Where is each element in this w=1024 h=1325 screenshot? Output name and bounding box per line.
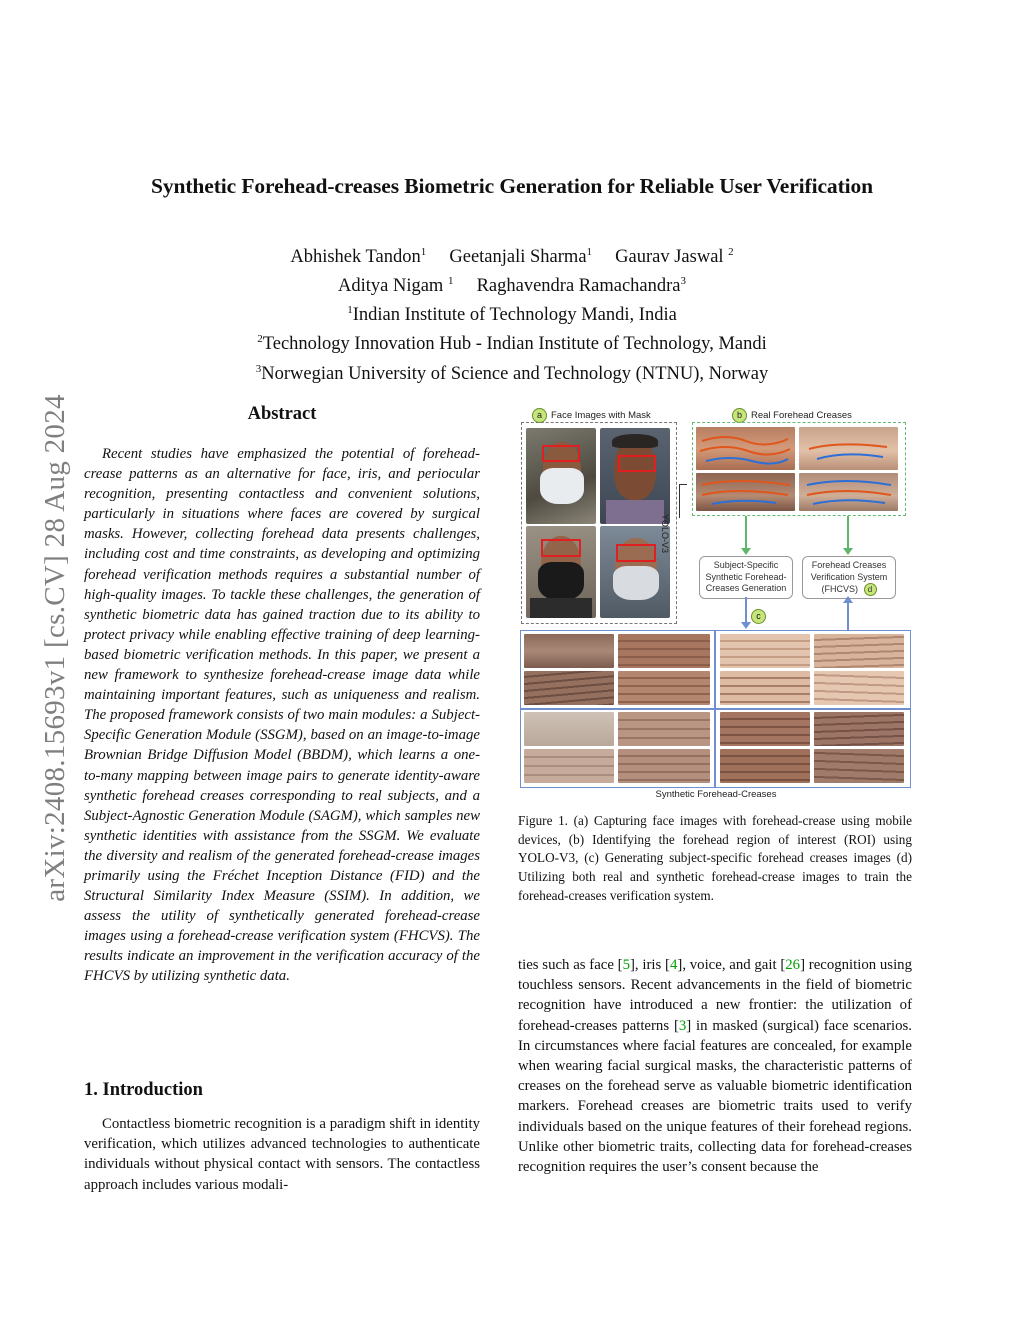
citation-4[interactable]: 4 <box>669 957 678 973</box>
synthetic-tile <box>720 671 810 705</box>
arrow-head-ssgm-down <box>741 622 751 629</box>
arxiv-watermark: arXiv:2408.15693v1 [cs.CV] 28 Aug 2024 <box>39 394 71 902</box>
intro-heading: 1. Introduction <box>84 1080 203 1100</box>
synthetic-tile <box>720 634 810 668</box>
intro-column-2: ties such as face [5], iris [4], voice, and gait [26] recognition using touchless sensors. Recent advancements in the field of biometric recognition have introduced a new frontier: the utilization of forehead-creases patterns [3] in masked (surgical) face scenarios. In circumstances where facial features are concealed, for example when wearing facial surgical masks, the characteristic patterns of creases on the forehead serve as valuable biometric identification markers. Forehead creases are biometric traits used to verify individuals based on the unique features of their forehead regions. Unlike other biometric traits, collecting data for forehead-creases recognition requires the user’s consent because the <box>518 957 912 1176</box>
author-line-2: Aditya Nigam $^1$ Raghavendra Ramachandra$^3$ <box>338 275 686 297</box>
abstract-text: Recent studies have emphasized the potential of forehead-crease patterns as an alternative for face, iris, and periocular recognition, presenting contactless and convenient solutions, particularly in situations where faces are covered by surgical masks. However, collecting forehead data presents challenges, including cost and time constraints, as developing and optimizing forehead verification methods requires a substantial number of high-quality images. To tackle these challenges, the generation of synthetic biometric data has gained traction due to its ability to protect privacy while enabling effective training of deep learning-based biometric verification methods. In this paper, we present a new framework to synthesize forehead-crease image data while maintaining important features, such as uniqueness and realism. The proposed framework consists of two main modules: a Subject-Specific Generation Module (SSGM), based on an image-to-image Brownian Bridge Diffusion Model (BBDM), which learns a one-to-many mapping between image pairs to generate identity-aware synthetic forehead creases corresponding to real subjects, and a Subject-Agnostic Generation Module (SAGM), which samples new synthetic identities with assistance from the SSGM. We evaluate the diversity and realism of the generated forehead-crease images primarily using the Fréchet Inception Distance (FID) and the Structural Similarity Index Measure (SSIM). In addition, we assess the utility of synthetically generated forehead-crease images using a forehead-crease verification system (FHCVS). The results indicate an improvement in the verification accuracy of the FHCVS by utilizing synthetic data. <box>84 446 480 985</box>
real-crease-lines-1 <box>696 427 795 470</box>
arrow-to-fhcvs <box>847 516 849 550</box>
synthetic-tile <box>814 671 904 705</box>
synthetic-divider-h <box>520 708 911 710</box>
synthetic-tile <box>814 712 904 746</box>
label-a-badge: a <box>532 408 547 423</box>
synthetic-tile <box>720 712 810 746</box>
yolo-label: YOLO-V3 <box>660 514 670 554</box>
real-crease-lines-4 <box>799 473 898 511</box>
synthetic-tile <box>814 749 904 783</box>
face-photo-3 <box>526 526 596 618</box>
synthetic-tile <box>720 749 810 783</box>
figure-1 <box>518 404 914 804</box>
author-line-1: Abhishek Tandon$^1$ Geetanjali Sharma$^1$ Gaurav Jaswal $^2$ <box>290 246 734 268</box>
synthetic-label: Synthetic Forehead-Creases <box>655 789 777 800</box>
panel-a-title: a Face Images with Mask <box>532 408 651 423</box>
real-crease-lines-3 <box>696 473 795 511</box>
affiliation-1: $^1$Indian Institute of Technology Mandi, India <box>347 304 677 326</box>
intro-paragraph-1: Contactless biometric recognition is a paradigm shift in identity verification, which utilizes advanced technologies to authenticate individuals without physical contact with sensors. The contactless approach includes various modali- <box>84 1116 480 1193</box>
real-forehead-4 <box>799 473 898 511</box>
arrow-ssgm-down <box>745 597 747 623</box>
synthetic-tile <box>524 749 614 783</box>
face-photo-1 <box>526 428 596 524</box>
synthetic-tile <box>618 712 710 746</box>
real-crease-lines-2 <box>799 427 898 470</box>
author-block <box>150 240 874 386</box>
citation-5[interactable]: 5 <box>622 957 630 973</box>
arrow-head-ssgm <box>741 548 751 555</box>
label-d-badge: d <box>864 583 877 596</box>
synthetic-tile <box>524 634 614 668</box>
label-b-badge: b <box>732 408 747 423</box>
fhcvs-box: Forehead Creases Verification System (FHCVS) d <box>802 556 896 599</box>
synthetic-tile <box>618 634 710 668</box>
citation-26[interactable]: 26 <box>785 957 801 973</box>
abstract-heading: Abstract <box>247 404 317 424</box>
panel-b-title: b Real Forehead Creases <box>732 408 852 423</box>
figure-caption: Figure 1. (a) Capturing face images with forehead-crease using mobile devices, (b) Identifying the forehead region of interest (ROI) using YOLO-V3, (c) Generating subject-specific forehead creases images (d) Utilizing both real and synthetic forehead-crease images to train the forehead-creases verification system. <box>518 813 912 903</box>
synthetic-tile <box>814 634 904 668</box>
arrow-head-fhcvs-up <box>843 596 853 603</box>
ssgm-box: Subject-Specific Synthetic Forehead- Creases Generation <box>699 556 793 599</box>
face-photo-2 <box>600 428 670 524</box>
real-forehead-1 <box>696 427 795 470</box>
yolo-connector <box>679 484 680 518</box>
synthetic-tile <box>618 671 710 705</box>
yolo-tick <box>679 484 687 485</box>
synthetic-tile <box>524 712 614 746</box>
synthetic-tile <box>618 749 710 783</box>
synthetic-tile <box>524 671 614 705</box>
arrow-to-ssgm <box>745 516 747 550</box>
real-forehead-2 <box>799 427 898 470</box>
label-c-badge: c <box>751 609 766 624</box>
real-forehead-3 <box>696 473 795 511</box>
arrow-head-fhcvs <box>843 548 853 555</box>
citation-3[interactable]: 3 <box>678 1017 687 1034</box>
arrow-fhcvs-up <box>847 602 849 630</box>
paper-title: Synthetic Forehead-creases Biometric Generation for Reliable User Verification <box>150 174 874 198</box>
affiliation-2: $^2$Technology Innovation Hub - Indian Institute of Technology, Mandi <box>257 333 767 355</box>
affiliation-3: $^3$Norwegian University of Science and Technology (NTNU), Norway <box>255 362 769 384</box>
